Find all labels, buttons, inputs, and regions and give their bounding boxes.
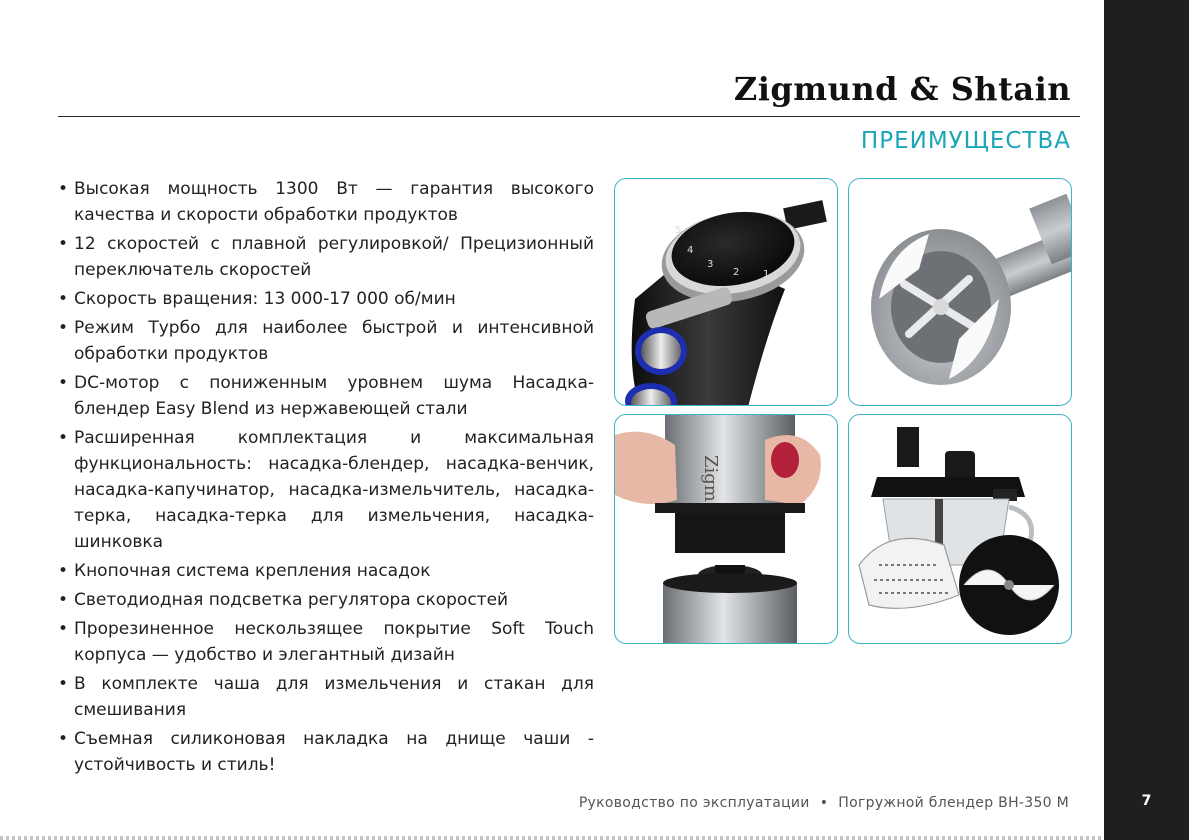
- brand-logo: Zigmund & Shtain: [733, 70, 1071, 108]
- section-title: ПРЕИМУЩЕСТВА: [860, 128, 1071, 154]
- feature-item: • Прорезиненное нескользящее покрытие Soft Touch корпуса — удобство и элегантный дизайн: [58, 619, 594, 665]
- dial-label: 4: [687, 245, 694, 256]
- feature-item: • В комплекте чаша для измельчения и стакан для смешивания: [58, 674, 594, 720]
- feature-item: • Кнопочная система крепления насадок: [58, 561, 431, 581]
- footer-product-label: Погружной блендер BH-350 M: [838, 795, 1069, 811]
- attachment-illustration: [615, 415, 837, 643]
- feature-item: • Режим Турбо для наиболее быстрой и интенсивной обработки продуктов: [58, 318, 594, 364]
- blender-handle-illustration: [615, 179, 837, 405]
- feature-item: • Светодиодная подсветка регулятора скоростей: [58, 590, 509, 610]
- motor-brand-text: Zigm: [700, 455, 721, 502]
- footer-manual-label: Руководство по эксплуатации: [578, 795, 810, 811]
- feature-item: • Высокая мощность 1300 Вт — гарантия высокого качества и скорости обработки продуктов: [58, 179, 594, 225]
- dial-label: 2: [733, 267, 740, 278]
- dial-label: 1: [763, 269, 770, 280]
- side-band: [1104, 0, 1189, 840]
- dial-label: 5: [675, 225, 682, 236]
- food-processor-photo: [848, 414, 1072, 644]
- feature-item: • Расширенная комплектация и максимальная функциональность: насадка-блендер, насадка-венчик, насадка-капучинатор, насадка-измельчитель, насадка-терка, насадка-терка для измельчения, насадка-шинковка: [58, 428, 594, 552]
- blender-handle-photo: [614, 178, 838, 406]
- header-divider: [58, 116, 1080, 117]
- blender-foot-photo: [848, 178, 1072, 406]
- footer: [579, 795, 1069, 811]
- blender-foot-illustration: [849, 179, 1071, 405]
- feature-item: • DC-мотор с пониженным уровнем шума Насадка-блендер Easy Blend из нержавеющей стали: [58, 373, 594, 419]
- page-number: 7: [1141, 793, 1152, 809]
- food-processor-illustration: [849, 415, 1071, 643]
- feature-item: • Скорость вращения: 13 000-17 000 об/мин: [58, 289, 456, 309]
- footer-separator: •: [819, 795, 829, 811]
- attachment-photo: [614, 414, 838, 644]
- features-list: [58, 176, 594, 781]
- feature-item: • 12 скоростей с плавной регулировкой/ Прецизионный переключатель скоростей: [58, 234, 594, 280]
- bottom-edge-strip: [0, 836, 1104, 840]
- dial-label: 3: [707, 259, 714, 270]
- feature-item: • Съемная силиконовая накладка на днище чаши - устойчивость и стиль!: [58, 729, 594, 775]
